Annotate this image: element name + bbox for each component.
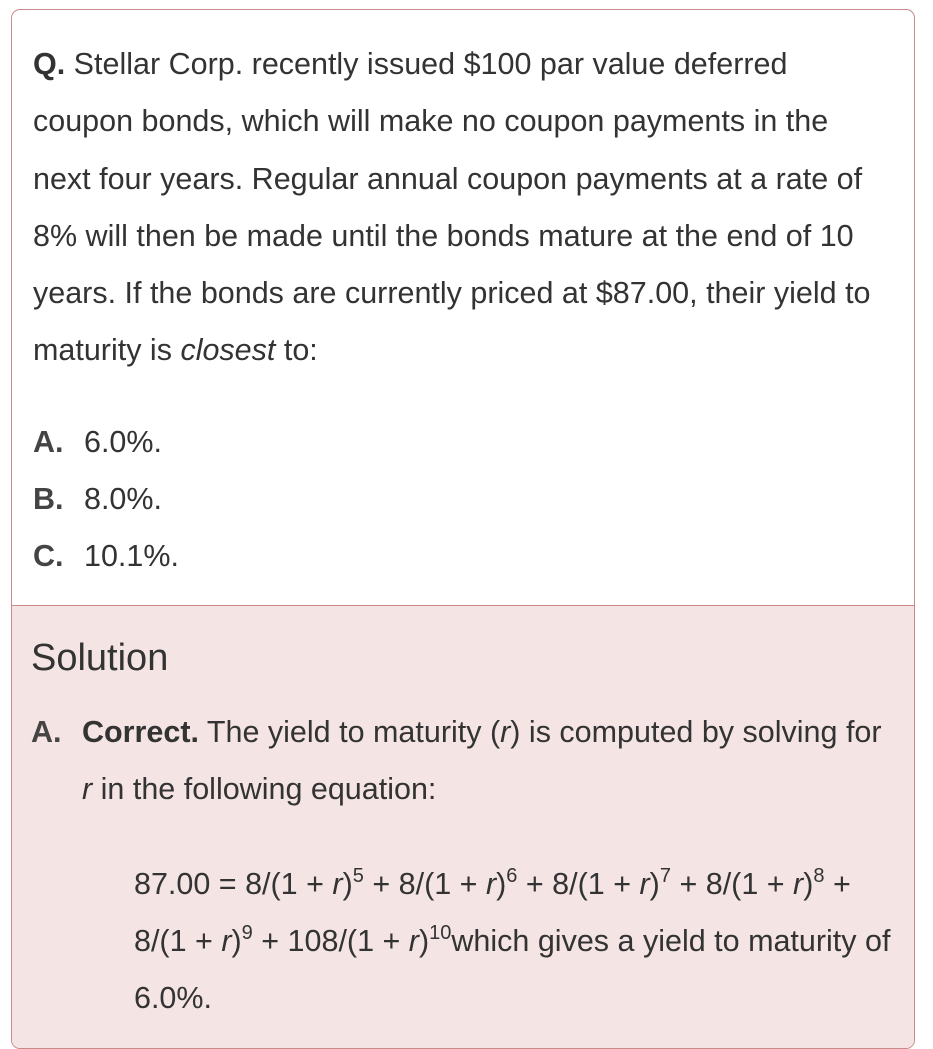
- eq-exponent: 10: [429, 921, 452, 944]
- option-letter: B.: [33, 482, 64, 517]
- variable-r: r: [793, 866, 804, 901]
- option-letter: C.: [33, 539, 64, 574]
- variable-r: r: [485, 866, 497, 901]
- eq-exponent: 8: [813, 864, 825, 887]
- eq-paren: ): [649, 866, 660, 901]
- variable-r: r: [500, 715, 511, 749]
- eq-term: + 108/(1 +: [252, 923, 409, 958]
- option-text: 10.1%.: [84, 539, 179, 574]
- eq-conclusion: which gives a yield to maturity of 6.0%.: [134, 923, 891, 1016]
- option-a[interactable]: [33, 414, 894, 471]
- option-letter: A.: [33, 424, 64, 459]
- eq-exponent: 5: [352, 864, 364, 887]
- solution-section: [12, 605, 914, 1049]
- solution-letter: A.: [31, 715, 62, 749]
- solution-text-part: ) is computed by solving for: [510, 715, 882, 749]
- variable-r: r: [332, 866, 343, 901]
- eq-paren: ): [803, 866, 814, 901]
- variable-r: r: [221, 923, 232, 958]
- question-emphasis: closest: [180, 333, 276, 368]
- question-body-end: to:: [275, 333, 318, 368]
- solution-explanation: [31, 704, 892, 819]
- correct-label: Correct.: [82, 715, 199, 749]
- option-text: 6.0%.: [84, 424, 162, 459]
- eq-term: 87.00 = 8/(1 +: [134, 866, 333, 901]
- question-text: [33, 36, 894, 380]
- eq-term: + 8/(1 +: [670, 866, 794, 901]
- option-text: 8.0%.: [84, 482, 162, 517]
- eq-exponent: 9: [241, 921, 253, 944]
- eq-paren: ): [342, 866, 353, 901]
- variable-r: r: [408, 923, 419, 958]
- solution-title: Solution: [31, 637, 169, 679]
- variable-r: r: [82, 772, 93, 807]
- eq-paren: ): [496, 866, 507, 901]
- question-body: Stellar Corp. recently issued $100 par value deferred coupon bonds, which will make no coupon payments in the next four years. Regular annual coupon payments at a rate of 8% will then be made until the bonds mature at the end of 10 years. If the bonds are currently priced at $87.00, their yield to maturity is: [33, 47, 871, 368]
- question-label: Q.: [33, 47, 66, 81]
- solution-text-part: The yield to maturity (: [198, 715, 501, 749]
- variable-r: r: [639, 866, 650, 901]
- solution-text: [82, 704, 892, 819]
- answer-options: [33, 414, 894, 586]
- eq-term: + 8/(1 +: [363, 866, 486, 901]
- question-section: [12, 10, 914, 605]
- question-card: [11, 9, 915, 1049]
- yield-equation: [134, 856, 894, 1028]
- eq-paren: ): [231, 923, 242, 958]
- eq-paren: ): [418, 923, 430, 958]
- eq-exponent: 6: [506, 864, 518, 887]
- eq-exponent: 7: [659, 864, 671, 887]
- eq-term: + 8/(1 +: [517, 866, 640, 901]
- option-b[interactable]: [33, 471, 894, 528]
- solution-text-part: in the following equation:: [92, 772, 437, 807]
- eq-term: + 8/(1 +: [134, 866, 851, 958]
- option-c[interactable]: [33, 528, 894, 585]
